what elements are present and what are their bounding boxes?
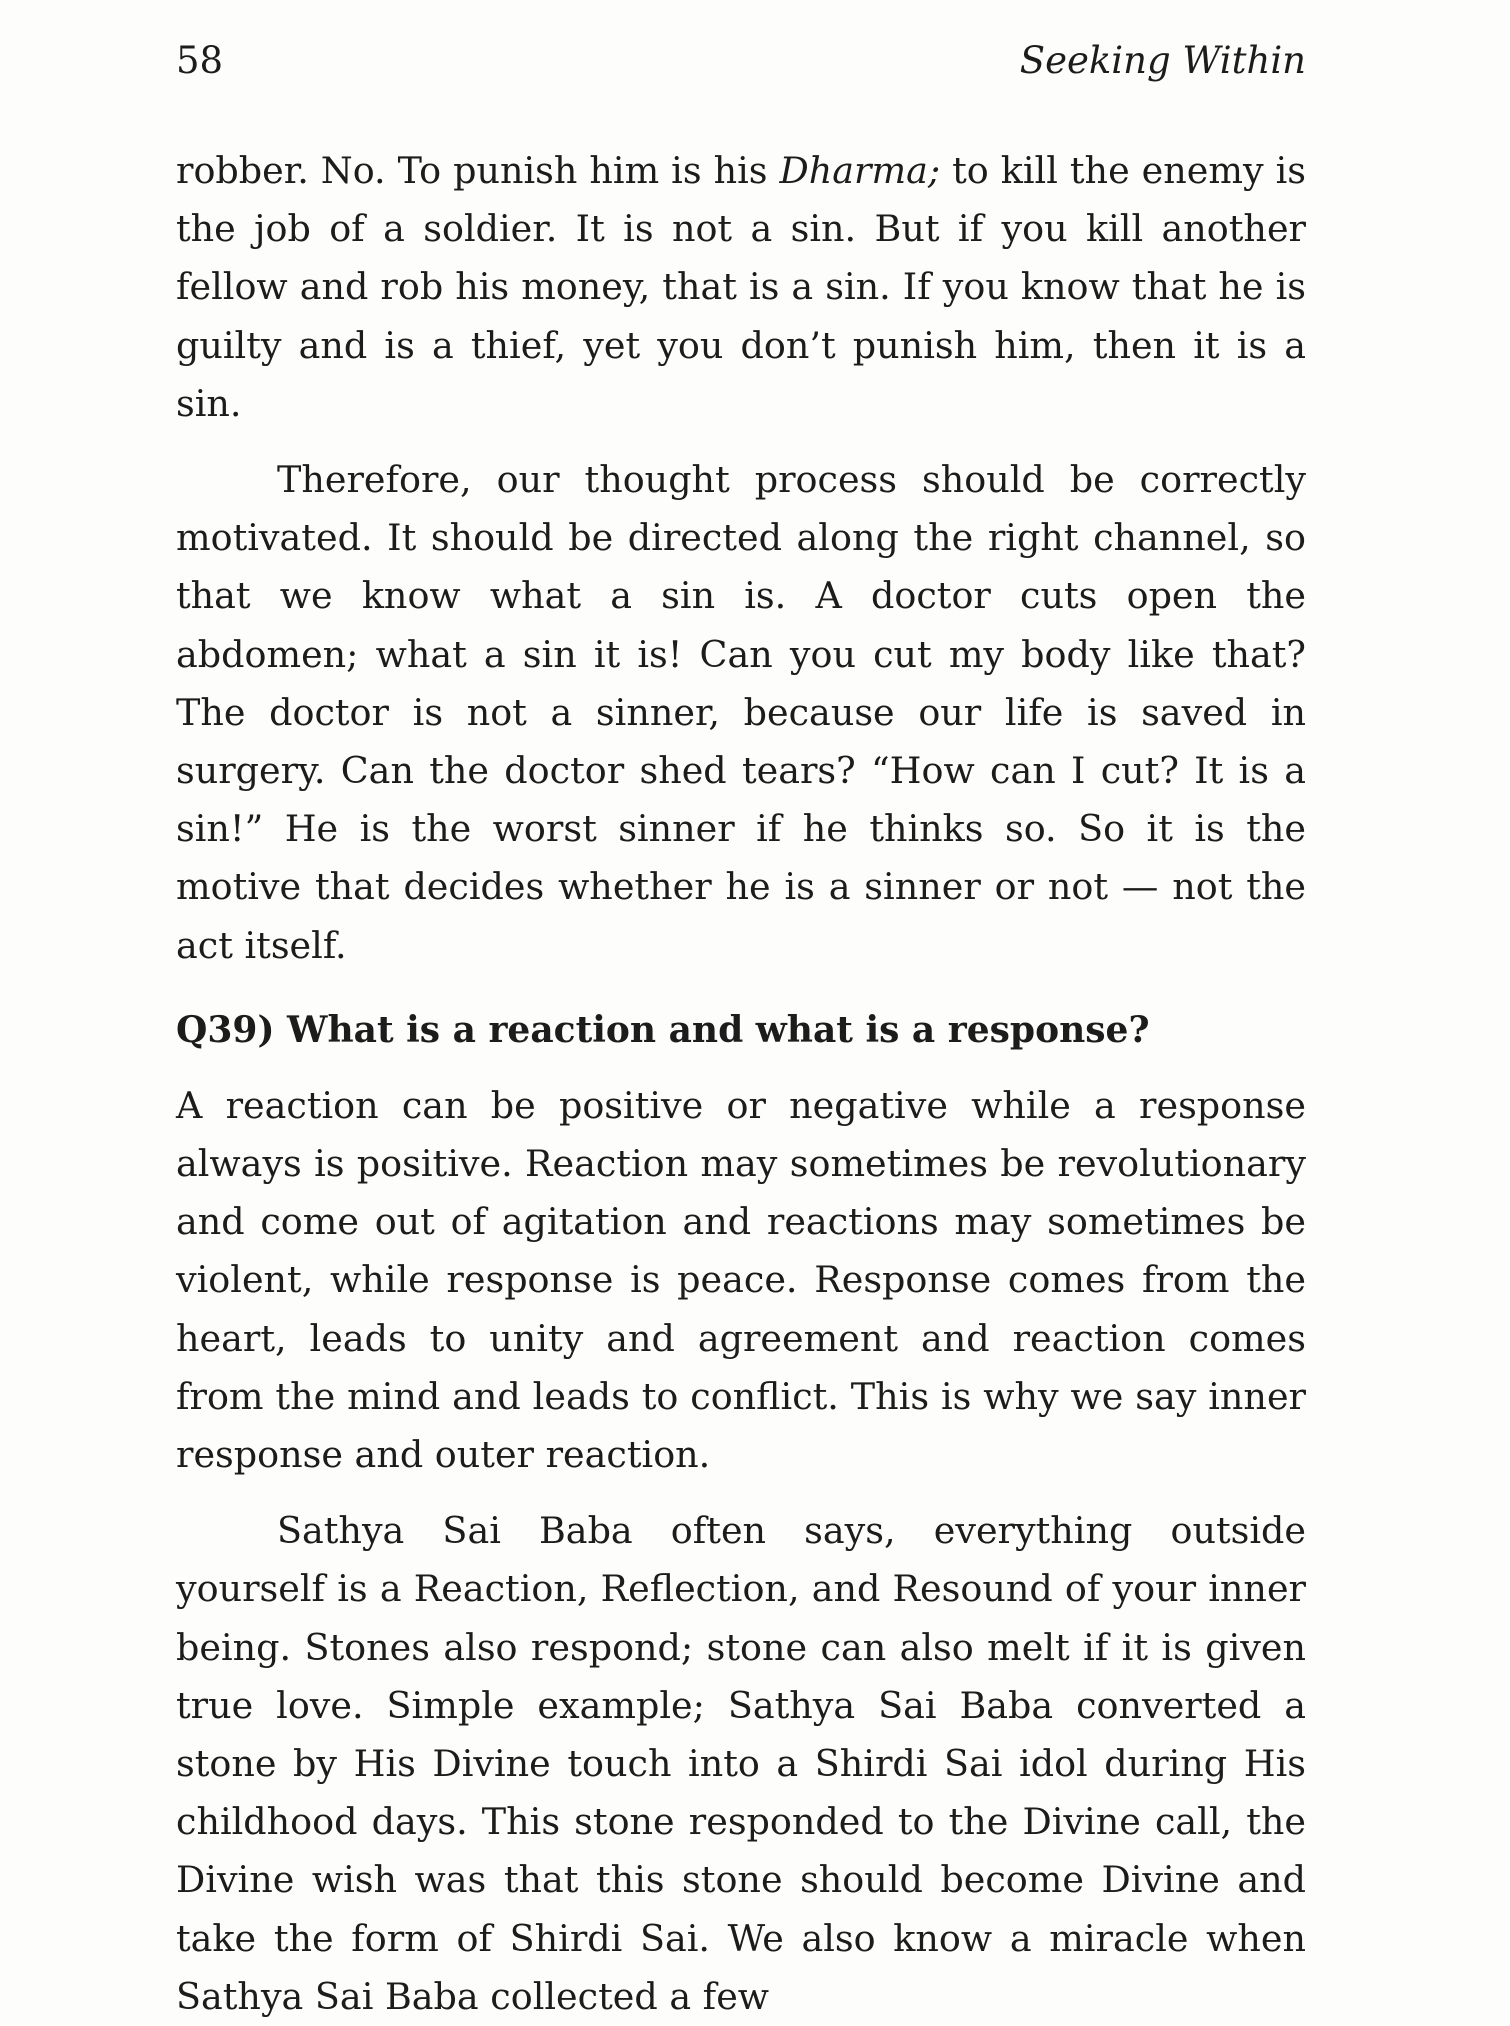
paragraph-sathya-sai-baba: Sathya Sai Baba often says, everything outside yourself is a Reaction, Reflection, and Resound of your inner being. Stones also respond; stone can also melt if it is given true love. Simple example; Sathya Sai Baba converted a stone by His Divine touch into a Shirdi Sai idol during His childhood days. This stone responded to the Divine call, the Divine wish was that this stone should become Divine and take the form of Shirdi Sai. We also know a miracle when Sathya Sai Baba collected a few (176, 1509, 1306, 2018)
dharma-term: Dharma; (779, 149, 941, 192)
paragraph-robber-text-b: to kill the enemy is the job of a soldier. It is not a sin. But if you kill another fellow and rob his money, that is a sin. If you know that he is guilty and is a thief, yet you don’t punish him, then it is a sin. (176, 149, 1306, 425)
paragraph-thought-process: Therefore, our thought process should be correctly motivated. It should be directed along the right channel, so that we know what a sin is. A doctor cuts open the abdomen; what a sin it is! Can you cut my body like that? The doctor is not a sinner, because our life is saved in surgery. Can the doctor shed tears? “How can I cut? It is a sin!” He is the worst sinner if he thinks so. So it is the motive that decides whether he is a sinner or not — not the act itself. (176, 458, 1306, 967)
paragraph-reaction-response: A reaction can be positive or negative while a response always is positive. Reaction may sometimes be revolutionary and come out of agitation and reactions may sometimes be violent, while response is peace. Response comes from the heart, leads to unity and agreement and reaction comes from the mind and leads to conflict. This is why we say inner response and outer reaction. (176, 1083, 1306, 1477)
running-title: Seeking Within (1019, 39, 1306, 82)
body-text (176, 142, 1306, 2026)
paragraph-robber (176, 142, 1306, 433)
running-head (176, 38, 1306, 96)
page-number: 58 (176, 39, 224, 82)
book-page (176, 38, 1306, 2026)
paragraph-robber-text-a: robber. No. To punish him is his (176, 149, 780, 192)
question-heading-q39: Q39) What is a reaction and what is a response? (176, 1008, 1150, 1051)
